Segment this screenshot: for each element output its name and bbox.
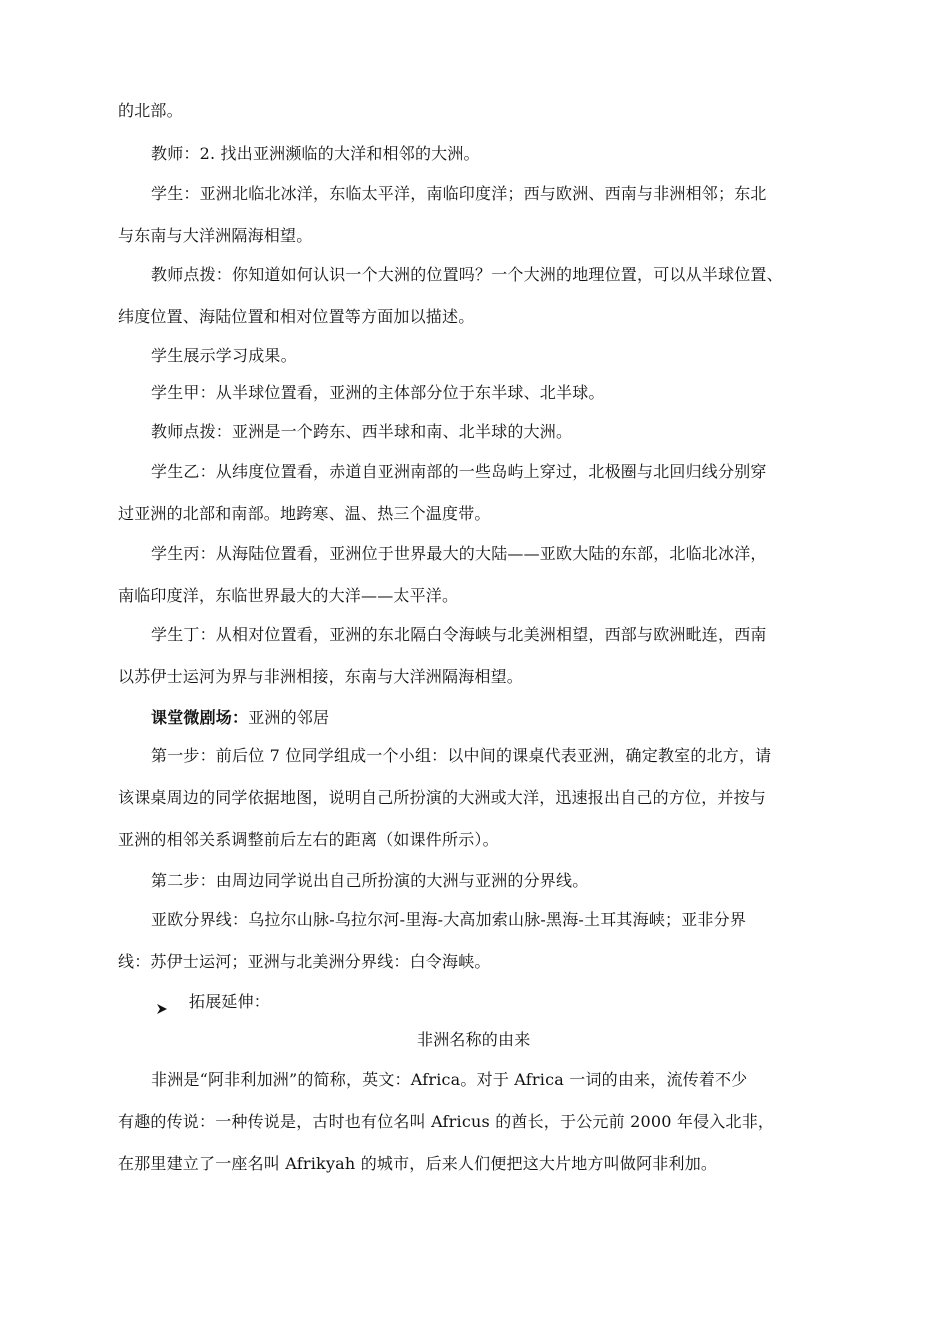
arrow-bullet-icon <box>157 998 167 1008</box>
extension-heading <box>157 991 270 1013</box>
paragraph-line: 过亚洲的北部和南部。地跨寒、温、热三个温度带。 <box>118 504 491 523</box>
drama-heading-line <box>151 707 329 729</box>
paragraph-line: 亚欧分界线：乌拉尔山脉-乌拉尔河-里海-大高加索山脉-黑海-土耳其海峡；亚非分界 <box>151 910 747 929</box>
paragraph-line: 教师点拨：你知道如何认识一个大洲的位置吗？一个大洲的地理位置，可以从半球位置、 <box>151 265 783 284</box>
paragraph-line: 与东南与大洋洲隔海相望。 <box>118 226 313 245</box>
paragraph-line: 学生：亚洲北临北冰洋，东临太平洋，南临印度洋；西与欧洲、西南与非洲相邻；东北 <box>151 184 767 203</box>
paragraph-line: 学生丁：从相对位置看，亚洲的东北隔白令海峡与北美洲相望，西部与欧洲毗连，西南 <box>151 625 767 644</box>
paragraph-line: 学生丙：从海陆位置看，亚洲位于世界最大的大陆——亚欧大陆的东部，北临北冰洋， <box>151 544 767 563</box>
paragraph-line: 教师：2. 找出亚洲濒临的大洋和相邻的大洲。 <box>151 144 480 163</box>
article-title: 非洲名称的由来 <box>417 1030 531 1049</box>
paragraph-line: 线：苏伊士运河；亚洲与北美洲分界线：白令海峡。 <box>118 952 491 971</box>
paragraph-line: 学生乙：从纬度位置看，赤道自亚洲南部的一些岛屿上穿过，北极圈与北回归线分别穿 <box>151 462 767 481</box>
paragraph-line: 教师点拨：亚洲是一个跨东、西半球和南、北半球的大洲。 <box>151 422 573 441</box>
paragraph-line: 学生甲：从半球位置看，亚洲的主体部分位于东半球、北半球。 <box>151 383 605 402</box>
paragraph-line: 南临印度洋，东临世界最大的大洋——太平洋。 <box>118 586 459 605</box>
paragraph-line: 以苏伊士运河为界与非洲相接，东南与大洋洲隔海相望。 <box>118 667 524 686</box>
section-title: 亚洲的邻居 <box>248 708 330 727</box>
paragraph-line: 该课桌周边的同学依据地图，说明自己所扮演的大洲或大洋，迅速报出自己的方位，并按与 <box>118 788 767 807</box>
article-line: 有趣的传说：一种传说是，古时也有位名叫 Africus 的酋长，于公元前 2000 年侵入北非， <box>118 1112 775 1131</box>
paragraph-line: 的北部。 <box>118 101 183 120</box>
paragraph-line: 学生展示学习成果。 <box>151 346 297 365</box>
section-heading: 课堂微剧场： <box>151 708 249 727</box>
article-line: 非洲是“阿非利加洲”的简称，英文：Africa。对于 Africa 一词的由来，流传着不少 <box>151 1070 748 1089</box>
extension-label: 拓展延伸： <box>189 992 271 1011</box>
article-line: 在那里建立了一座名叫 Afrikyah 的城市，后来人们便把这大片地方叫做阿非利加。 <box>118 1154 718 1173</box>
paragraph-line: 亚洲的相邻关系调整前后左右的距离（如课件所示）。 <box>118 830 499 849</box>
paragraph-line: 第二步：由周边同学说出自己所扮演的大洲与亚洲的分界线。 <box>151 871 589 890</box>
paragraph-line: 第一步：前后位 7 位同学组成一个小组：以中间的课桌代表亚洲，确定教室的北方，请 <box>151 746 772 765</box>
paragraph-line: 纬度位置、海陆位置和相对位置等方面加以描述。 <box>118 307 475 326</box>
